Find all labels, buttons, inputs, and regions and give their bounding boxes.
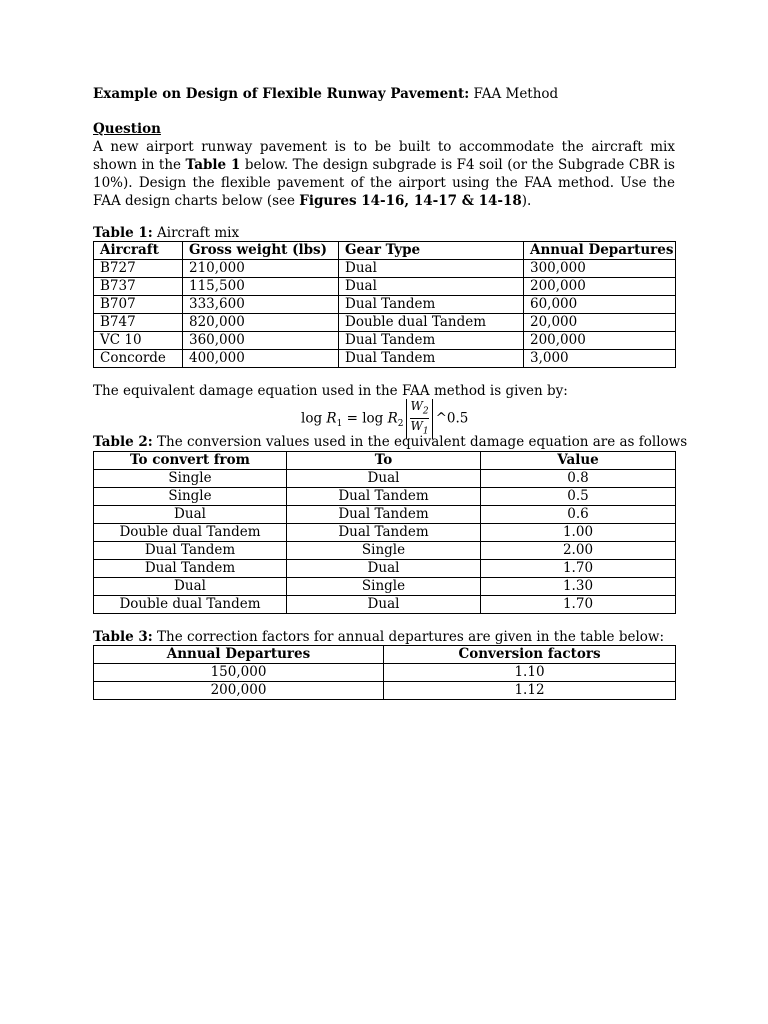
table2-cell: Dual Tandem (287, 506, 481, 524)
table3-cell: 1.12 (384, 682, 676, 700)
table2-row (94, 506, 676, 524)
table1-row (94, 350, 676, 368)
table1-cell: 3,000 (524, 350, 676, 368)
eq-w1-sub: 1 (422, 426, 429, 437)
table1-cell: B747 (94, 314, 183, 332)
table1-row (94, 332, 676, 350)
table2-header-0: To convert from (94, 452, 287, 470)
table1-caption-bold: Table 1: (93, 225, 153, 241)
table2-cell: Dual (287, 596, 481, 614)
table2-cell: 0.6 (481, 506, 676, 524)
table2-row (94, 488, 676, 506)
table2-cell: 0.8 (481, 470, 676, 488)
table1-cell: 300,000 (524, 260, 676, 278)
table3-cell: 200,000 (94, 682, 384, 700)
table1-cell: B707 (94, 296, 183, 314)
table1-cell: Dual Tandem (339, 296, 524, 314)
question-part-3: ). (521, 193, 532, 209)
correction-factors-table (93, 645, 676, 700)
table3-caption-rest: The correction factors for annual departures are given in the table below: (152, 629, 665, 645)
table2-cell: 1.00 (481, 524, 676, 542)
eq-r2-sub: 2 (397, 419, 404, 430)
question-part-1: A new airport runway pavement is to be built to accommodate the aircraft mix shown in the (93, 139, 675, 173)
table1-row (94, 278, 676, 296)
table3-header-0: Annual Departures (94, 646, 384, 664)
equation-intro: The equivalent damage equation used in the FAA method is given by: (93, 383, 568, 399)
table1-caption-rest: Aircraft mix (152, 225, 240, 241)
table1-cell: 333,600 (183, 296, 339, 314)
table2-cell: 1.30 (481, 578, 676, 596)
table1-cell: 60,000 (524, 296, 676, 314)
table3-row (94, 682, 676, 700)
table1-header-3: Annual Departures (524, 242, 676, 260)
table1-cell: VC 10 (94, 332, 183, 350)
table1-row (94, 260, 676, 278)
table2-cell: Single (94, 470, 287, 488)
table3-cell: 150,000 (94, 664, 384, 682)
table2-header-2: Value (481, 452, 676, 470)
title-bold: Example on Design of Flexible Runway Pavement: (93, 86, 470, 102)
table1-caption (93, 225, 239, 241)
table2-cell: Dual (287, 470, 481, 488)
table2-row (94, 560, 676, 578)
table1-cell: B727 (94, 260, 183, 278)
table2-cell: 0.5 (481, 488, 676, 506)
table2-caption-rest: The conversion values used in the equivalent damage equation are as follows (152, 434, 688, 450)
table2-caption (93, 434, 687, 450)
table1-header-0: Aircraft (94, 242, 183, 260)
table2-cell: Dual (94, 506, 287, 524)
table1-cell: B737 (94, 278, 183, 296)
table2-cell: 1.70 (481, 596, 676, 614)
table1-header-1: Gross weight (lbs) (183, 242, 339, 260)
table2-cell: Single (287, 578, 481, 596)
table2-cell: Single (287, 542, 481, 560)
table2-cell: 2.00 (481, 542, 676, 560)
table2-cell: Dual (94, 578, 287, 596)
eq-w1: W (410, 419, 423, 434)
eq-mid: = log (342, 410, 388, 427)
table3-caption (93, 629, 664, 645)
eq-fraction (406, 399, 432, 439)
figure-ref: Figures 14-16, 14-17 & 14-18 (299, 193, 522, 209)
eq-r1-sub: 1 (336, 419, 343, 430)
title-rest: FAA Method (469, 86, 559, 102)
table2-cell: Dual Tandem (94, 560, 287, 578)
aircraft-mix-table (93, 241, 676, 368)
table-ref: Table 1 (185, 157, 241, 173)
table1-cell: 200,000 (524, 332, 676, 350)
eq-w2: W (410, 399, 423, 413)
table1-cell: Concorde (94, 350, 183, 368)
table2-cell: Double dual Tandem (94, 596, 287, 614)
table2-row (94, 578, 676, 596)
table1-cell: 115,500 (183, 278, 339, 296)
table2-header-1: To (287, 452, 481, 470)
table2-caption-bold: Table 2: (93, 434, 153, 450)
damage-equation (301, 399, 468, 439)
eq-exponent: ^0.5 (435, 410, 469, 427)
table2-row (94, 524, 676, 542)
table1-cell: 210,000 (183, 260, 339, 278)
table2-row (94, 596, 676, 614)
table2-cell: Dual (287, 560, 481, 578)
table1-cell: Dual (339, 278, 524, 296)
table3-cell: 1.10 (384, 664, 676, 682)
table3-caption-bold: Table 3: (93, 629, 153, 645)
table3-header-1: Conversion factors (384, 646, 676, 664)
eq-r1: R (326, 410, 337, 427)
table1-cell: 400,000 (183, 350, 339, 368)
document-title (93, 86, 558, 102)
question-text (93, 138, 675, 210)
table1-header-2: Gear Type (339, 242, 524, 260)
table1-cell: 360,000 (183, 332, 339, 350)
table2-cell: Dual Tandem (94, 542, 287, 560)
table1-cell: 820,000 (183, 314, 339, 332)
table3-row (94, 664, 676, 682)
table2-cell: Dual Tandem (287, 488, 481, 506)
table1-cell: Dual Tandem (339, 332, 524, 350)
table1-cell: Dual Tandem (339, 350, 524, 368)
table2-cell: Dual Tandem (287, 524, 481, 542)
table1-cell: Double dual Tandem (339, 314, 524, 332)
eq-r2: R (387, 410, 398, 427)
table2-cell: 1.70 (481, 560, 676, 578)
question-part-2: below. The design subgrade is F4 soil (or the Subgrade CBR is 10%). Design the flexible pavement of the airport using the FAA method. Use the FAA design charts below (see (93, 157, 675, 209)
table2-row (94, 542, 676, 560)
eq-lhs: log (301, 410, 327, 427)
table1-row (94, 296, 676, 314)
table1-cell: 20,000 (524, 314, 676, 332)
table1-row (94, 314, 676, 332)
eq-w2-sub: 2 (422, 406, 429, 417)
question-heading: Question (93, 121, 161, 137)
conversion-values-table (93, 451, 676, 614)
table2-row (94, 470, 676, 488)
table1-cell: 200,000 (524, 278, 676, 296)
table2-cell: Single (94, 488, 287, 506)
table2-cell: Double dual Tandem (94, 524, 287, 542)
table1-cell: Dual (339, 260, 524, 278)
eq-numerator (410, 399, 428, 419)
